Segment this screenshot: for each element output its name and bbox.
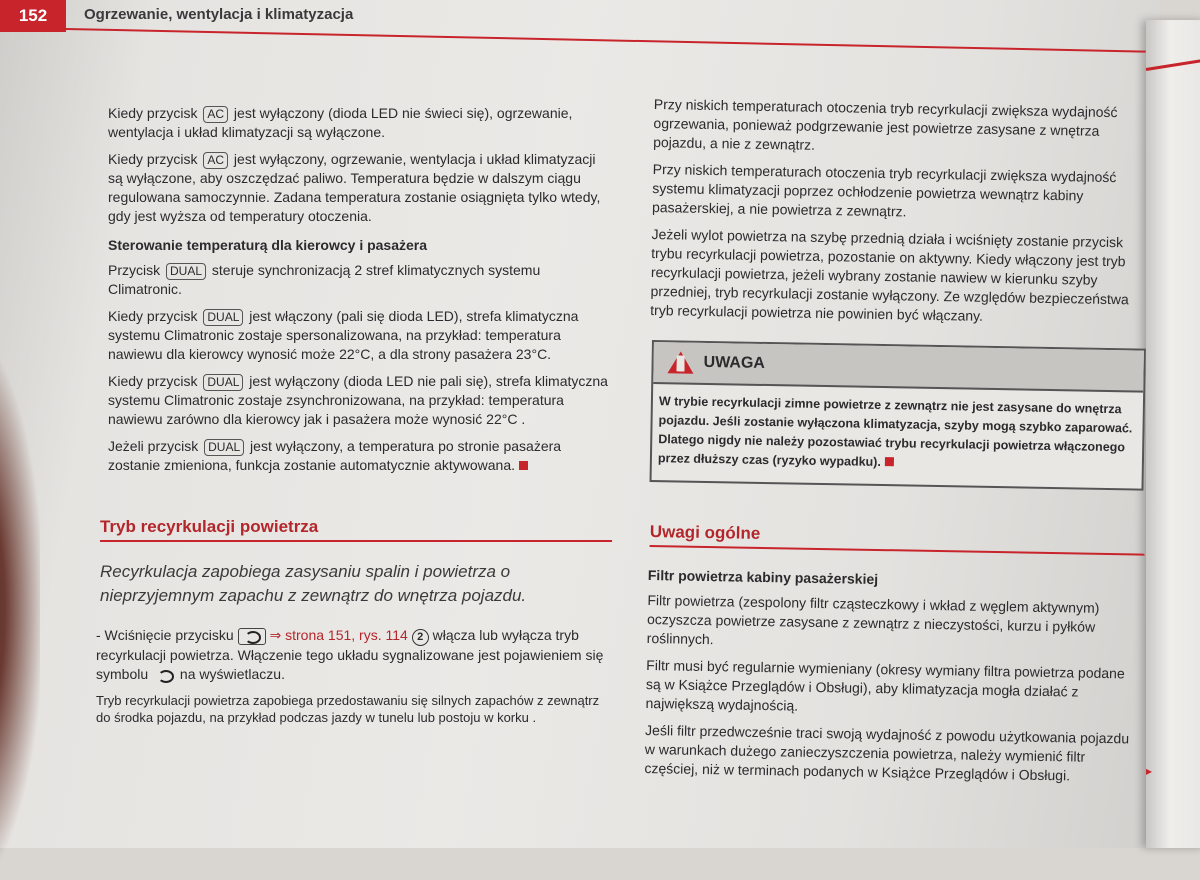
end-mark-icon [885, 457, 894, 466]
paragraph: Filtr powietrza (zespolony filtr cząsteczkowy i wkład z węglem aktywnym) oczyszcza powietrze zasysane z zewnątrz z nieczystości, kurzu i pyłków roślinnych. [646, 591, 1100, 648]
left-column [108, 104, 613, 483]
paragraph: Kiedy przycisk AC jest wyłączony (dioda LED nie świeci się), ogrzewanie, wentylacja i układ klimatyzacji są wyłączone. [108, 105, 573, 140]
recirculation-symbol-icon [152, 668, 176, 683]
recirculation-button-icon [238, 628, 266, 645]
section-title-recirculation: Tryb recyrkulacji powietrza [100, 517, 612, 542]
paragraph: Kiedy przycisk DUAL jest włączony (pali się dioda LED), strefa klimatyczna systemu Climatronic zostaje spersonalizowana, na przykład: temperatura nawiewu dla kierowcy wynosić może 22°C, a dla strony pasażera 23°C. [108, 308, 579, 362]
section-title-general: Uwagi ogólne [650, 522, 1145, 556]
paragraph: Przycisk DUAL steruje synchronizacją 2 stref klimatycznych systemu Climatronic. [108, 262, 541, 297]
warning-box [650, 340, 1146, 491]
dual-key-icon: DUAL [203, 309, 243, 326]
recirculation-note: Tryb recyrkulacji powietrza zapobiega przedostawaniu się silnych zapachów z zewnątrz do środka pojazdu, na przykład podczas jazdy w tunelu lub postoju w korku . [96, 693, 600, 725]
section-intro: Recyrkulacja zapobiega zasysaniu spalin i powietrza o nieprzyjemnym zapachu z zewnątrz do wnętrza pojazdu. [100, 562, 527, 605]
paragraph: Kiedy przycisk AC jest wyłączony, ogrzewanie, wentylacja i układ klimatyzacji są wyłączone, aby oszczędzać paliwo. Temperatura będzie w dalszym ciągu regulowana samoczynnie. Zadana temperatura zostanie osiągnięta tylko wtedy, gdy jest wyższa od temperatury otoczenia. [108, 151, 601, 224]
ac-key-icon: AC [203, 106, 228, 123]
figure-callout: 2 [412, 629, 429, 646]
filter-section [644, 566, 1143, 795]
warning-header: UWAGA [653, 342, 1144, 393]
paragraph: Filtr musi być regularnie wymieniany (okresy wymiany filtra powietrza podane są w Książce Przeglądów i Obsługi), aby klimatyzacja mogła działać z największą wydajnością. [645, 656, 1125, 714]
subheading: Sterowanie temperaturą dla kierowcy i pasażera [108, 237, 428, 253]
dual-key-icon: DUAL [203, 374, 243, 391]
instruction-step: - Wciśnięcie przycisku ⇒ strona 151, rys. 114 2 włącza lub wyłącza tryb recyrkulacji powietrza. Włączenie tego układu sygnalizowane jest pojawieniem się symbolu na wyświetlaczu. [96, 627, 604, 682]
paragraph: Jeżeli wylot powietrza na szybę przednią działa i wciśnięty zostanie przycisk trybu recyrkulacji powietrza, pozostanie on aktywny. Kiedy włączony jest tryb recyrkulacji powietrza, jeżeli wybrany zostanie nawiew w kierunku szyby przedniej, tryb recyrkulacji zostanie wyłączony. Ze względów bezpieczeństwa tryb recyrkulacji powietrza nie powinien być włączany. [650, 225, 1129, 324]
paragraph: Kiedy przycisk DUAL jest wyłączony (dioda LED nie pali się), strefa klimatyczna systemu Climatronic zostaje zsynchronizowana, na przykład: temperatura nawiewu zarówno dla kierowcy jak i pasażera może wynosić 22°C . [108, 373, 608, 427]
page-header [0, 0, 1145, 36]
page-number: 152 [0, 0, 66, 32]
paragraph: Jeśli filtr przedwcześnie traci swoją wydajność z powodu użytkowania pojazdu w warunkach dużego zanieczyszczenia powietrza, należy wymienić filtr częściej, niż w terminach podanych w Książce Przeglądów i Obsługi. [644, 721, 1130, 784]
end-mark-icon [519, 461, 528, 470]
right-column [650, 95, 1149, 337]
finger-shadow [0, 340, 40, 880]
paragraph: Przy niskich temperaturach otoczenia tryb recyrkulacji zwiększa wydajność ogrzewania, ponieważ podgrzewanie jest powietrze zasysane z wnętrza pojazdu, a nie z zewnątrz. [653, 95, 1118, 153]
chapter-title: Ogrzewanie, wentylacja i klimatyzacja [84, 6, 354, 23]
warning-text: W trybie recyrkulacji zimne powietrze z zewnątrz nie jest zasysane do wnętrza pojazdu. Jeśli zostanie wyłączona klimatyzacja, szyby mogą szybko zaparować. Dlatego nigdy nie należy pozostawiać trybu recyrkulacji powietrza włączonego przez dłuższy czas (ryzyko wypadku). [657, 394, 1133, 470]
subheading: Filtr powietrza kabiny pasażerskiej [647, 566, 879, 588]
paragraph: Jeżeli przycisk DUAL jest wyłączony, a temperatura po stronie pasażera zostanie zmieniona, funkcja zostanie automatycznie aktywowana. [108, 438, 562, 473]
paragraph: Przy niskich temperaturach otoczenia tryb recyrkulacji zwiększa wydajność systemu klimatyzacji poprzez ochłodzenie powietrza wewnątrz kabiny pasażerskiej, a nie powietrza z zewnątrz. [651, 160, 1117, 220]
page-reference-link[interactable]: ⇒ strona 151, rys. 114 [269, 627, 408, 643]
ac-key-icon: AC [203, 152, 228, 169]
dual-key-icon: DUAL [204, 439, 244, 456]
next-page-edge [1146, 20, 1200, 848]
dual-key-icon: DUAL [166, 263, 206, 280]
warning-triangle-icon [667, 351, 693, 373]
continue-arrow-icon: ▸ [1146, 764, 1153, 778]
